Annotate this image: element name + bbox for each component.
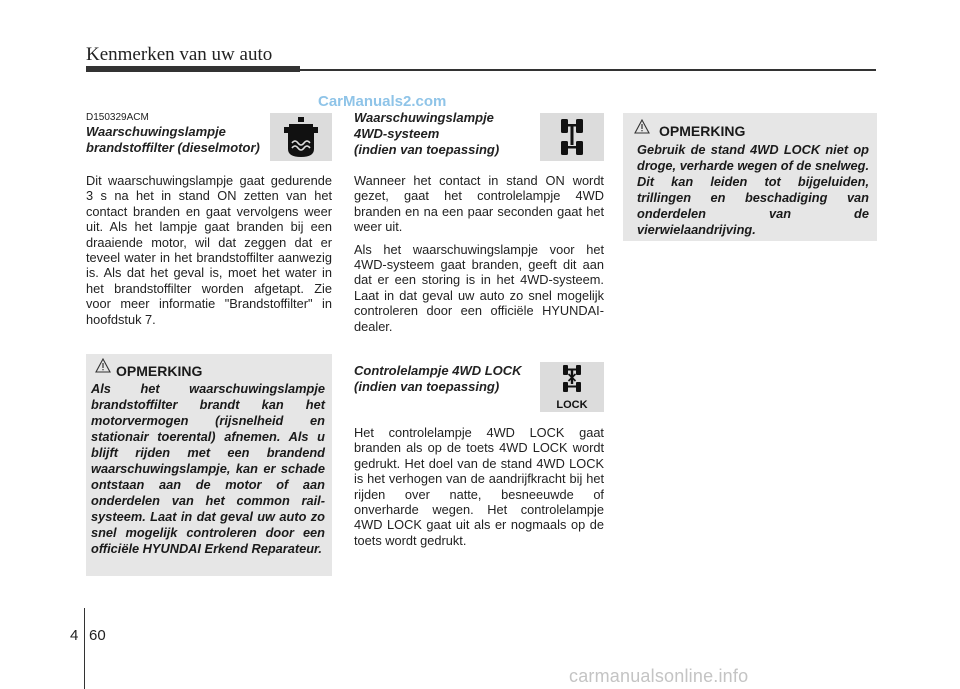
footer-page-number: 60 — [89, 627, 106, 644]
4wd-system-icon-box — [540, 113, 604, 161]
watermark-top: CarManuals2.com — [318, 93, 447, 110]
4wd-lock-icon-label: LOCK — [556, 399, 588, 411]
4wd-system-heading-line1: Waarschuwingslampje — [354, 110, 494, 125]
4wd-lock-icon — [540, 362, 604, 412]
header-rule-thin — [300, 69, 876, 71]
page-header-title: Kenmerken van uw auto — [86, 44, 273, 65]
footer-chapter-number: 4 — [70, 627, 79, 644]
fuel-filter-icon — [270, 113, 332, 161]
fuel-filter-heading-line1: Waarschuwingslampje — [86, 124, 226, 139]
fuel-filter-icon-box — [270, 113, 332, 161]
4wd-lock-heading-line2: (indien van toepassing) — [354, 379, 500, 394]
4wd-lock-icon-box — [540, 362, 604, 412]
fuel-filter-note-text: Als het waarschuwingslampje brandstoffilter brandt kan het motorvermogen (rijsnelheid en stationair toerental) afnemen. Als u blijft rijden met een brandend waarschuwingslampje, kan er schade ontstaan aan de motor of aan onderdelen van het common rail-systeem. Laat in dat geval uw auto zo snel mogelijk controleren door een officiële HYUNDAI Erkend Reparateur. — [91, 381, 325, 556]
fuel-filter-note-box — [86, 354, 332, 576]
warning-triangle-icon — [634, 119, 650, 134]
header-rule-thick — [86, 66, 300, 72]
footer-site-watermark: carmanualsonline.info — [569, 666, 749, 686]
4wd-lock-note-text: Gebruik de stand 4WD LOCK niet op droge, verharde wegen of de snelweg. Dit kan leiden tot bijgeluiden, trillingen en beschadiging van onderdelen van de vierwielaandrijving. — [637, 142, 869, 237]
4wd-system-heading — [354, 110, 544, 158]
footer-divider — [84, 608, 85, 689]
4wd-system-icon — [540, 113, 604, 161]
fuel-filter-heading-line2: brandstoffilter (dieselmotor) — [86, 140, 260, 155]
fuel-filter-heading — [86, 124, 276, 156]
fuel-filter-note-title: OPMERKING — [116, 363, 203, 379]
4wd-system-body-p1: Wanneer het contact in stand ON wordt gezet, gaat het controlelampje 4WD branden en na een paar seconden gaat het weer uit. — [354, 173, 604, 235]
4wd-lock-heading — [354, 363, 544, 395]
4wd-system-heading-line3: (indien van toepassing) — [354, 142, 500, 157]
4wd-system-heading-line2: 4WD-systeem — [354, 126, 440, 141]
warning-triangle-icon — [95, 358, 111, 373]
4wd-system-body-p2: Als het waarschuwingslampje voor het 4WD-systeem gaat branden, geeft dit aan dat er een storing is in het 4WD-systeem. Laat in dat geval uw auto zo snel mogelijk controleren door een officiële HYUNDAI-dealer. — [354, 241, 604, 334]
4wd-lock-note-box — [623, 113, 877, 241]
4wd-lock-heading-line1: Controlelampje 4WD LOCK — [354, 363, 522, 378]
4wd-lock-body: Het controlelampje 4WD LOCK gaat branden als op de toets 4WD LOCK wordt gedrukt. Het doel van de stand 4WD LOCK is het verhogen van de aandrijfkracht bij het rijden over natte, besneeuwde of onverharde wegen. Het controlelampje 4WD LOCK gaat uit als er nogmaals op de toets wordt gedrukt. — [354, 425, 604, 548]
4wd-lock-note-title: OPMERKING — [659, 123, 746, 139]
fuel-filter-body: Dit waarschuwingslampje gaat gedurende 3 s na het in stand ON zetten van het contact branden en gaat vervolgens weer uit. Als het lampje gaat branden bij een draaiende motor, wil dat zeggen dat er teveel water in het brandstoffilter aanwezig is. Als dat het geval is, moet het water in het brandstoffilter worden afgetapt. Zie voor meer informatie "Brandstoffilter" in hoofdstuk 7. — [86, 173, 332, 327]
section-code: D150329ACM — [86, 112, 149, 123]
4wd-system-body — [354, 173, 604, 341]
